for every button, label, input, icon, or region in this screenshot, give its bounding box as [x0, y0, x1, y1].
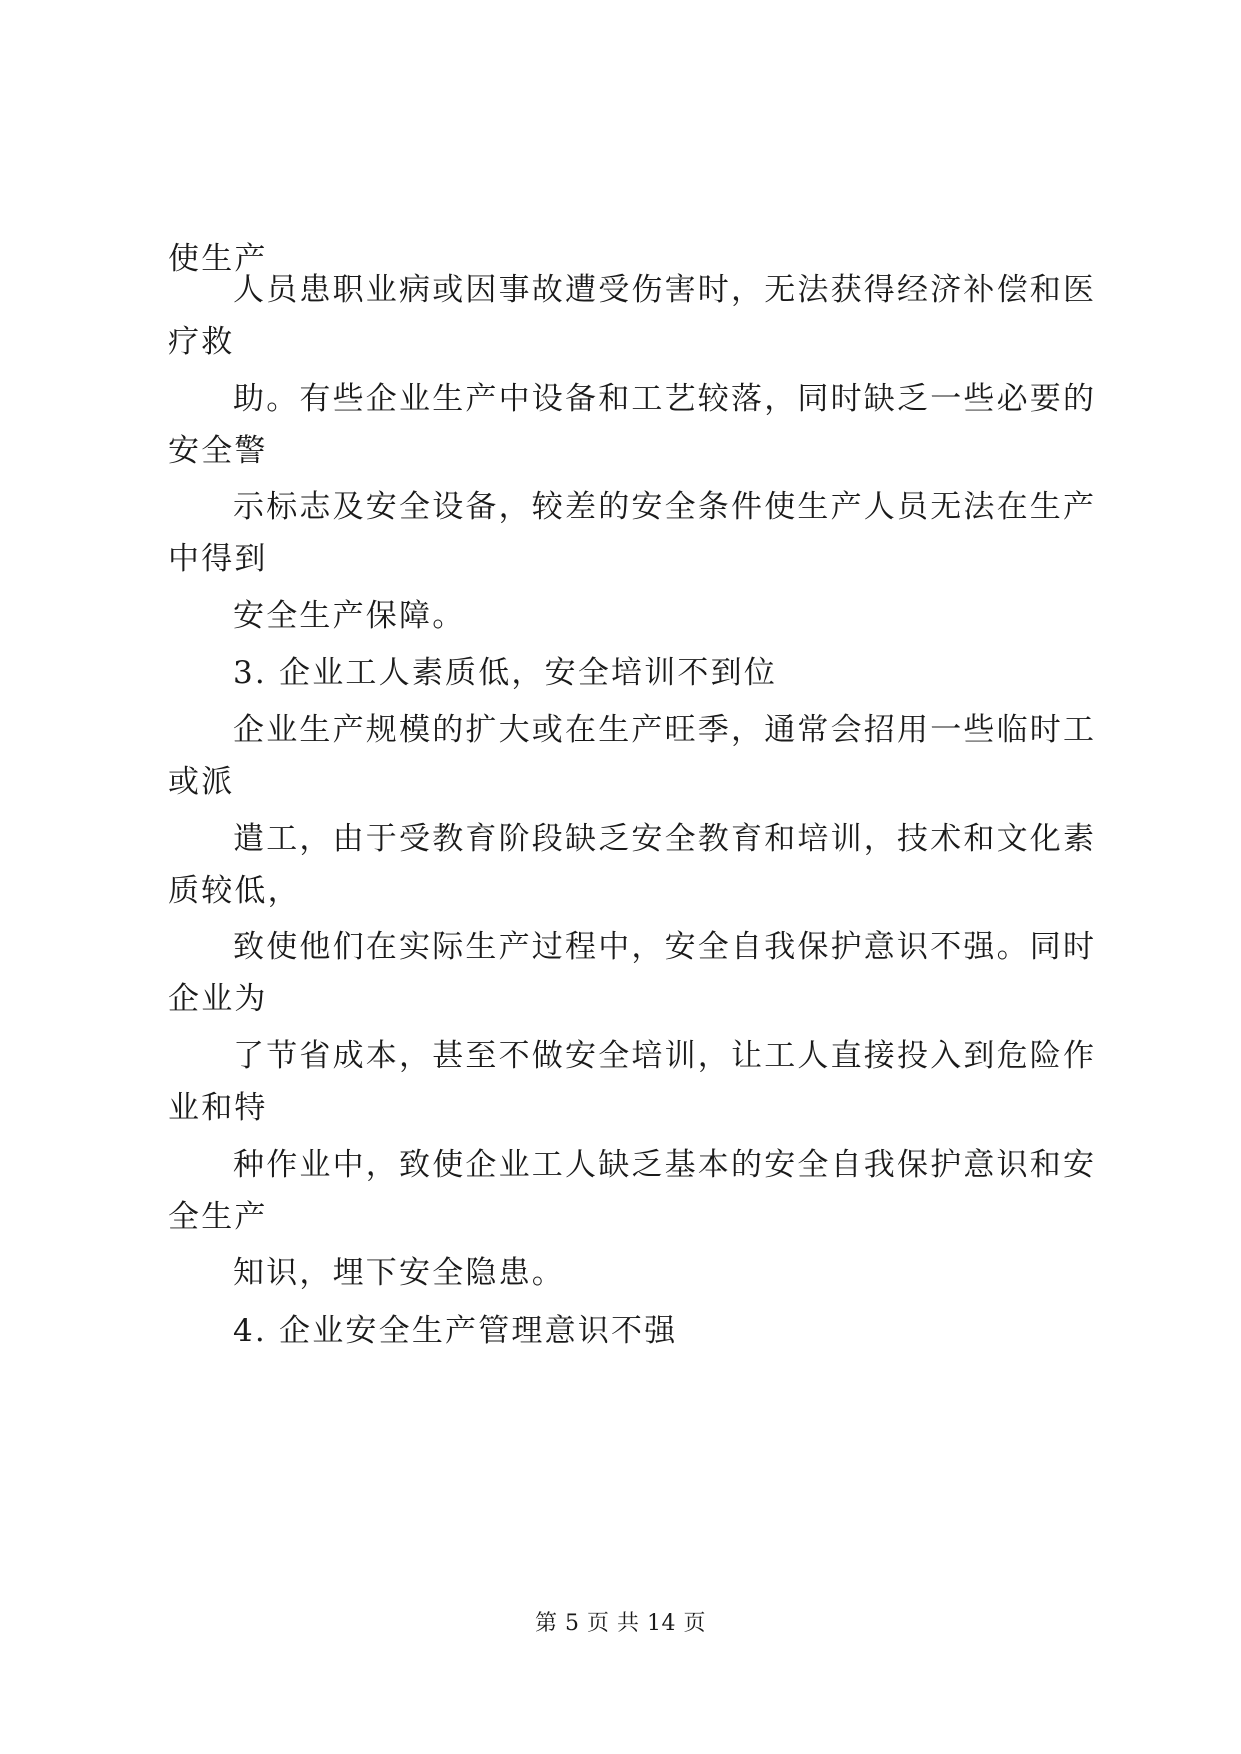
text-line-1: 使生产	[168, 241, 268, 277]
text-line-3: 疗救	[168, 324, 235, 360]
section-heading-3: 3. 企业工人素质低，安全培训不到位	[233, 655, 778, 691]
section-heading-4: 4. 企业安全生产管理意识不强	[233, 1313, 678, 1349]
text-line-8: 安全生产保障。	[233, 598, 466, 634]
text-line-16: 了节省成本，甚至不做安全培训，让工人直接投入到危险作	[233, 1038, 1097, 1074]
page-number-footer: 第 5 页 共 14 页	[535, 1611, 706, 1636]
text-line-18: 种作业中，致使企业工人缺乏基本的安全自我保护意识和安	[233, 1147, 1097, 1183]
text-line-20: 知识，埋下安全隐患。	[233, 1255, 565, 1291]
text-line-15: 企业为	[168, 981, 268, 1017]
text-line-6: 示标志及安全设备，较差的安全条件使生产人员无法在生产	[233, 489, 1097, 525]
text-line-19: 全生产	[168, 1199, 268, 1235]
text-line-7: 中得到	[168, 541, 268, 577]
text-line-11: 或派	[168, 764, 235, 800]
text-line-17: 业和特	[168, 1090, 268, 1126]
text-line-4: 助。有些企业生产中设备和工艺较落，同时缺乏一些必要的	[233, 381, 1097, 417]
text-line-14: 致使他们在实际生产过程中，安全自我保护意识不强。同时	[233, 929, 1097, 965]
text-line-12: 遣工，由于受教育阶段缺乏安全教育和培训，技术和文化素	[233, 821, 1097, 857]
text-line-5: 安全警	[168, 433, 268, 469]
text-line-10: 企业生产规模的扩大或在生产旺季，通常会招用一些临时工	[233, 712, 1097, 748]
text-line-13: 质较低，	[168, 873, 301, 909]
text-line-2: 人员患职业病或因事故遭受伤害时，无法获得经济补偿和医	[233, 272, 1097, 308]
